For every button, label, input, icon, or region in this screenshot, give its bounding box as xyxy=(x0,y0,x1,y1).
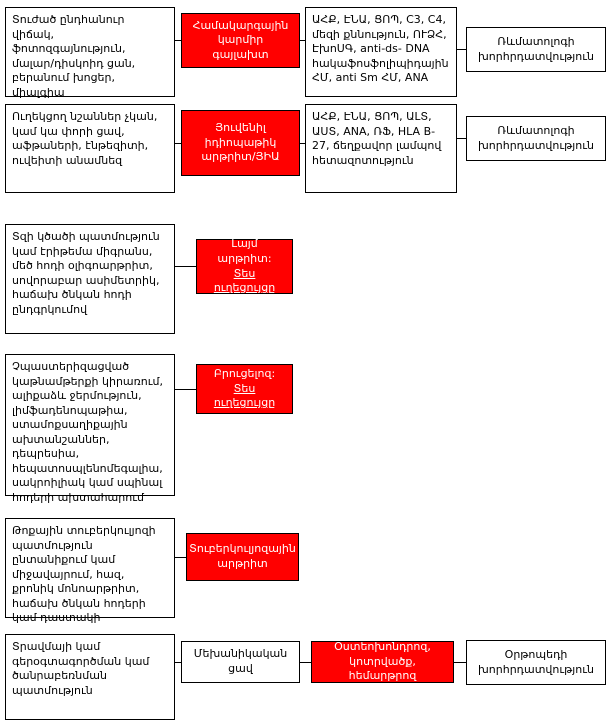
connector xyxy=(457,49,466,50)
diagnosis-box-brucellosis xyxy=(196,364,293,414)
connector xyxy=(175,40,181,41)
connector xyxy=(175,266,196,267)
symptoms-box-jia: Ուղեկցող նշաններ չկան, կամ կա փորի ցավ, աֆթաների, էնթեզիտի, ուվեիտի անամնեզ xyxy=(5,104,175,193)
diagnosis-label: Օստեոխոնդրոզ, կոտրվածք, հեմարթրոզ xyxy=(334,640,431,683)
referral-box-rheumatologist-1: Ռևմատոլոգի խորհրդատվություն xyxy=(466,27,606,72)
diagnosis-box-jia xyxy=(181,110,300,176)
connector xyxy=(175,662,181,663)
guideline-link[interactable]: Տես ուղեցույցը xyxy=(213,381,276,410)
connector xyxy=(454,662,466,663)
connector xyxy=(457,138,466,139)
diagnosis-label: Յուվենիլ իդիոպաթիկ արթրիտ/ՅԻԱ xyxy=(201,121,280,164)
symptoms-box-trauma: Տրավմայի կամ գերօգտագործման կամ ծանրաբեռնման պատմություն xyxy=(5,634,175,720)
diagnosis-box-orthopedic xyxy=(311,641,454,683)
connector xyxy=(175,143,181,144)
diagnosis-box-tb xyxy=(186,533,299,581)
guideline-link[interactable]: Տես ուղեցույցը xyxy=(213,266,276,295)
diagnosis-label: Բրուցելոզ: xyxy=(213,367,276,381)
symptoms-box-lyme: Տզի կծածի պատմություն կամ էրիթեմա միգրանս, մեծ հոդի օլիգոարթրիտ, սովորաբար ասիմետրիկ, հաճախ ծնկան հոդի ընդգրկումով xyxy=(5,224,175,334)
symptoms-box-tb: Թոքային տուբերկուլյոզի պատմություն ընտանիքում կամ միջավայրում, հազ, քրոնիկ մոնոարթրիտ, հաճախ ծնկան հոդերի կամ դաստակի xyxy=(5,518,175,618)
diagnosis-box-lupus xyxy=(181,13,300,68)
pain-type-box: Մեխանիկական ցավ xyxy=(181,641,300,683)
tests-box-lupus: ԱՀՔ, ԷՆԱ, ՑՈՊ, C3, C4, մեզի քննություն, ՈՒՁՀ, ԷխոՍԳ, anti-ds- DNA հակաֆոսֆոլիպիդային ՀՄ, anti Sm ՀՄ, ANA xyxy=(305,7,457,97)
diagnosis-label: Լայմ արթրիտ: xyxy=(217,237,272,265)
symptoms-box-lupus: Տուժած ընդհանուր վիճակ, ֆոտոզգայնություն, մալար/դիսկոիդ ցան, բերանում խոցեր, միալգիա xyxy=(5,7,175,97)
connector xyxy=(300,662,311,663)
connector xyxy=(300,40,305,41)
symptoms-box-brucellosis: Չպաստերիզացված կաթնամթերքի կիրառում, ալիքաձև ջերմություն, լիմֆադենոպաթիա, ստամոքսաղիքային ախտանշաններ, դեպրեսիա, հեպատոսպլենոմեգալիա, սակրոիլիակ կամ սպինալ հոդերի ախտահարում xyxy=(5,354,175,496)
referral-box-orthopedist: Օրթոպեդի խորհրդատվություն xyxy=(466,640,606,685)
diagnosis-label: Տուբերկուլյոզային արթրիտ xyxy=(189,542,296,570)
connector xyxy=(175,389,196,390)
connector xyxy=(300,143,305,144)
connector xyxy=(175,557,186,558)
diagnosis-label: Համակարգային կարմիր գայլախտ xyxy=(192,18,289,61)
referral-box-rheumatologist-2: Ռևմատոլոգի խորհրդատվություն xyxy=(466,116,606,161)
tests-box-jia: ԱՀՔ, ԷՆԱ, ՑՈՊ, ԱԼՏ, ԱՍՏ, ANA, ՌՖ, HLA B-27, ճեղքավոր լամպով հետազոտություն xyxy=(305,104,457,193)
diagnosis-box-lyme xyxy=(196,239,293,294)
